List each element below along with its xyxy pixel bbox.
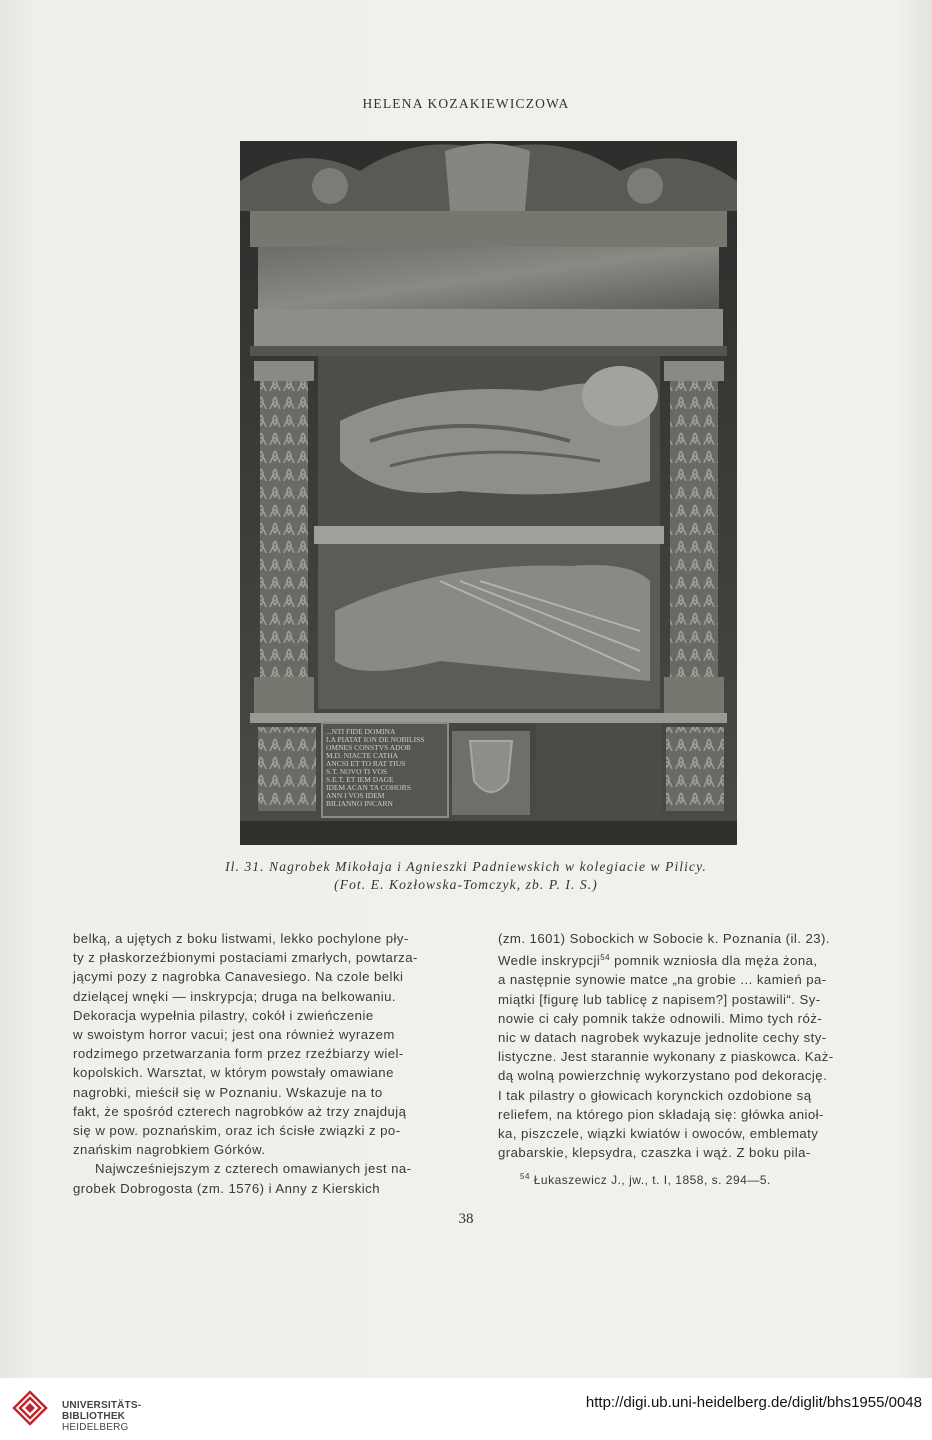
running-head: HELENA KOZAKIEWICZOWA <box>362 96 570 111</box>
library-logo-text <box>62 1400 141 1433</box>
text-line: grobek Dobrogosta (zm. 1576) i Anny z Kierskich <box>73 1180 381 1196</box>
library-logo-icon <box>10 1388 50 1428</box>
footnote-number: 54 <box>520 1172 530 1181</box>
inscription-line: S.E.T. ET IEM DAGE <box>326 775 394 784</box>
inscription-line: ANN I VOS IDEM <box>326 791 385 800</box>
text-line: ka, piszczele, wiązki kwiatów i owoców, emblematy <box>498 1126 819 1142</box>
inscription-line: IDEM ACAN TA COHORS <box>326 783 411 792</box>
text-line: znańskim nagrobkiem Górków. <box>73 1142 266 1158</box>
text-line: Najwcześniejszym z czterech omawianych jest na- <box>95 1161 412 1177</box>
text-line: w swoistym horror vacui; jest ona również wyrazem <box>73 1027 395 1043</box>
text-fragment: Wedle inskrypcji <box>498 953 601 969</box>
inscription-line: S.T. NOVO TI VOS <box>326 767 388 776</box>
text-line: rodzimego przetwarzania form przez rzeźbiarzy wiel- <box>73 1046 404 1062</box>
footnote-text: Łukaszewicz J., jw., t. I, 1858, s. 294—5. <box>529 1173 771 1187</box>
text-line <box>498 948 899 970</box>
inscription-line: M.D. NIACTE CATHA <box>326 751 399 760</box>
text-line: (zm. 1601) Sobockich w Sobocie k. Poznania (il. 23). <box>498 931 830 946</box>
text-line: dą wolną powierzchnię wykorzystano pod dekorację. <box>498 1068 828 1084</box>
text-line: nic w datach nagrobek wykazuje jednolite cechy sty- <box>498 1030 827 1046</box>
library-logo[interactable] <box>10 1388 160 1432</box>
text-line: a następnie synowie matce „na grobie ... kamień pa- <box>498 972 827 988</box>
inscription-line: OMNES CONSTVS ADOR <box>326 743 412 752</box>
text-line: nagrobki, mieścił się w Poznaniu. Wskazuje na to <box>73 1084 383 1100</box>
logo-line: BIBLIOTHEK <box>62 1411 126 1422</box>
right-column <box>498 929 899 1162</box>
text-line: grabarskie, klepsydra, czaszka i wąż. Z boku pila- <box>498 1145 811 1161</box>
text-line: I tak pilastry o głowicach korynckich ozdobione są <box>498 1087 812 1103</box>
text-line: listyczne. Jest starannie wykonany z piaskowca. Każ- <box>498 1049 834 1065</box>
text-line: ty z płaskorzeźbionymi postaciami zmarłych, powtarza- <box>73 950 418 966</box>
text-line: reliefem, na którego pion składają się: główka anioł- <box>498 1106 824 1122</box>
inscription-line: ANCSI ET TO RAT TIUS <box>326 759 406 768</box>
logo-line: HEIDELBERG <box>62 1422 129 1433</box>
permalink-url[interactable]: http://digi.ub.uni-heidelberg.de/diglit/bhs1955/0048 <box>585 1394 922 1411</box>
footnote <box>498 1172 899 1187</box>
footnote-reference[interactable]: 54 <box>600 953 611 963</box>
inscription-line: BILIANNO INCARN <box>326 799 393 808</box>
text-line: nowie ci cały pomnik także odnowili. Mimo tych róż- <box>498 1010 823 1026</box>
tomb-photograph <box>240 141 737 845</box>
text-line: dzielącej wnęki — inskrypcja; druga na belkowaniu. <box>73 988 397 1004</box>
text-line: jącymi pozy z nagrobka Canavesiego. Na czole belki <box>73 969 404 985</box>
text-line: miątki [figurę lub tablicę z napisem?] postawili“. Sy- <box>498 991 821 1007</box>
tomb-illustration <box>240 141 737 845</box>
caption-line-1: Il. 31. Nagrobek Mikołaja i Agnieszki Padniewskich w kolegiacie w Pilicy. <box>225 859 707 874</box>
page-number: 38 <box>458 1211 474 1227</box>
text-fragment: pomnik wzniosła dla męża żona, <box>610 953 818 969</box>
text-line: fakt, że spośród czterech nagrobków aż trzy znajdują <box>73 1103 407 1119</box>
inscription-line: ...NTI FIDE DOMINA <box>326 727 396 736</box>
figure-caption <box>0 858 932 894</box>
viewer-footer <box>0 1378 932 1440</box>
left-column <box>73 929 474 1198</box>
inscription-line: LA PIATAT ION DE NOBILISS <box>326 735 425 744</box>
text-line: Dekoracja wypełnia pilastry, cokół i zwieńczenie <box>73 1007 374 1023</box>
logo-line: UNIVERSITÄTS- <box>62 1400 142 1411</box>
caption-line-2: (Fot. E. Kozłowska-Tomczyk, zb. P. I. S.) <box>334 877 598 892</box>
text-line: belką, a ujętych z boku listwami, lekko pochylone pły- <box>73 931 409 946</box>
text-line: się w pow. poznańskim, oraz ich ścisłe związki z po- <box>73 1123 401 1139</box>
text-line: kopolskich. Warsztat, w którym powstały omawiane <box>73 1065 394 1081</box>
